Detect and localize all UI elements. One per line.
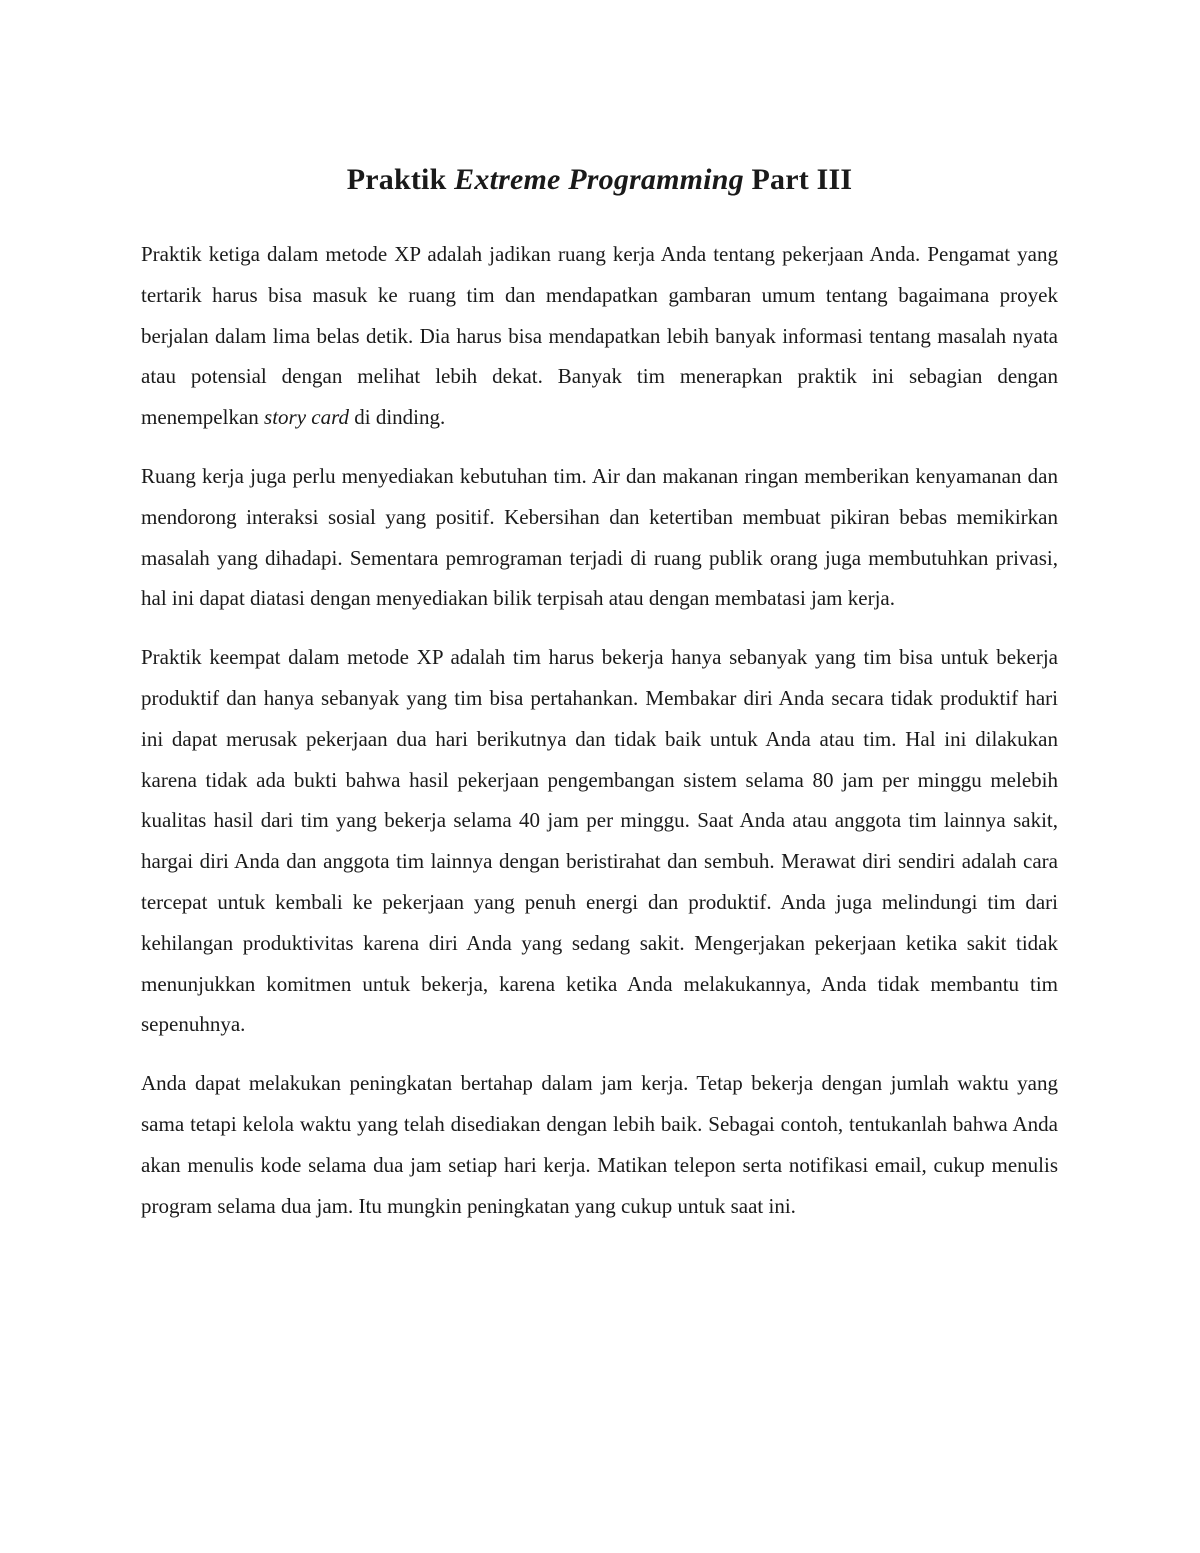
page-title bbox=[141, 160, 1058, 200]
title-suffix: Part III bbox=[743, 163, 853, 196]
document-page bbox=[141, 160, 1058, 1244]
paragraph-1-emphasis: story card bbox=[264, 405, 350, 430]
paragraph-1 bbox=[141, 234, 1058, 438]
title-emphasis: Extreme Programming bbox=[454, 163, 744, 196]
paragraph-3: Praktik keempat dalam metode XP adalah tim harus bekerja hanya sebanyak yang tim bisa untuk bekerja produktif dan hanya sebanyak yang tim bisa pertahankan. Membakar diri Anda secara tidak produktif hari ini dapat merusak pekerjaan dua hari berikutnya dan tidak baik untuk Anda atau tim. Hal ini dilakukan karena tidak ada bukti bahwa hasil pekerjaan pengembangan sistem selama 80 jam per minggu melebih kualitas hasil dari tim yang bekerja selama 40 jam per minggu. Saat Anda atau anggota tim lainnya sakit, hargai diri Anda dan anggota tim lainnya dengan beristirahat dan sembuh. Merawat diri sendiri adalah cara tercepat untuk kembali ke pekerjaan yang penuh energi dan produktif. Anda juga melindungi tim dari kehilangan produktivitas karena diri Anda yang sedang sakit. Mengerjakan pekerjaan ketika sakit tidak menunjukkan komitmen untuk bekerja, karena ketika Anda melakukannya, Anda tidak membantu tim sepenuhnya. bbox=[141, 645, 1058, 1037]
paragraph-1-tail: di dinding. bbox=[349, 405, 446, 430]
paragraph-1-text: Praktik ketiga dalam metode XP adalah jadikan ruang kerja Anda tentang pekerjaan Anda. Pengamat yang tertarik harus bisa masuk ke ruang tim dan mendapatkan gambaran umum tentang bagaimana proyek berjalan dalam lima belas detik. Dia harus bisa mendapatkan lebih banyak informasi tentang masalah nyata atau potensial dengan melihat lebih dekat. Banyak tim menerapkan praktik ini sebagian dengan menempelkan bbox=[141, 242, 1058, 430]
paragraph-2: Ruang kerja juga perlu menyediakan kebutuhan tim. Air dan makanan ringan memberikan kenyamanan dan mendorong interaksi sosial yang positif. Kebersihan dan ketertiban membuat pikiran bebas memikirkan masalah yang dihadapi. Sementara pemrograman terjadi di ruang publik orang juga membutuhkan privasi, hal ini dapat diatasi dengan menyediakan bilik terpisah atau dengan membatasi jam kerja. bbox=[141, 463, 1058, 611]
title-prefix: Praktik bbox=[346, 163, 455, 196]
paragraph-4: Anda dapat melakukan peningkatan bertahap dalam jam kerja. Tetap bekerja dengan jumlah waktu yang sama tetapi kelola waktu yang telah disediakan dengan lebih baik. Sebagai contoh, tentukanlah bahwa Anda akan menulis kode selama dua jam setiap hari kerja. Matikan telepon serta notifikasi email, cukup menulis program selama dua jam. Itu mungkin peningkatan yang cukup untuk saat ini. bbox=[141, 1071, 1058, 1218]
